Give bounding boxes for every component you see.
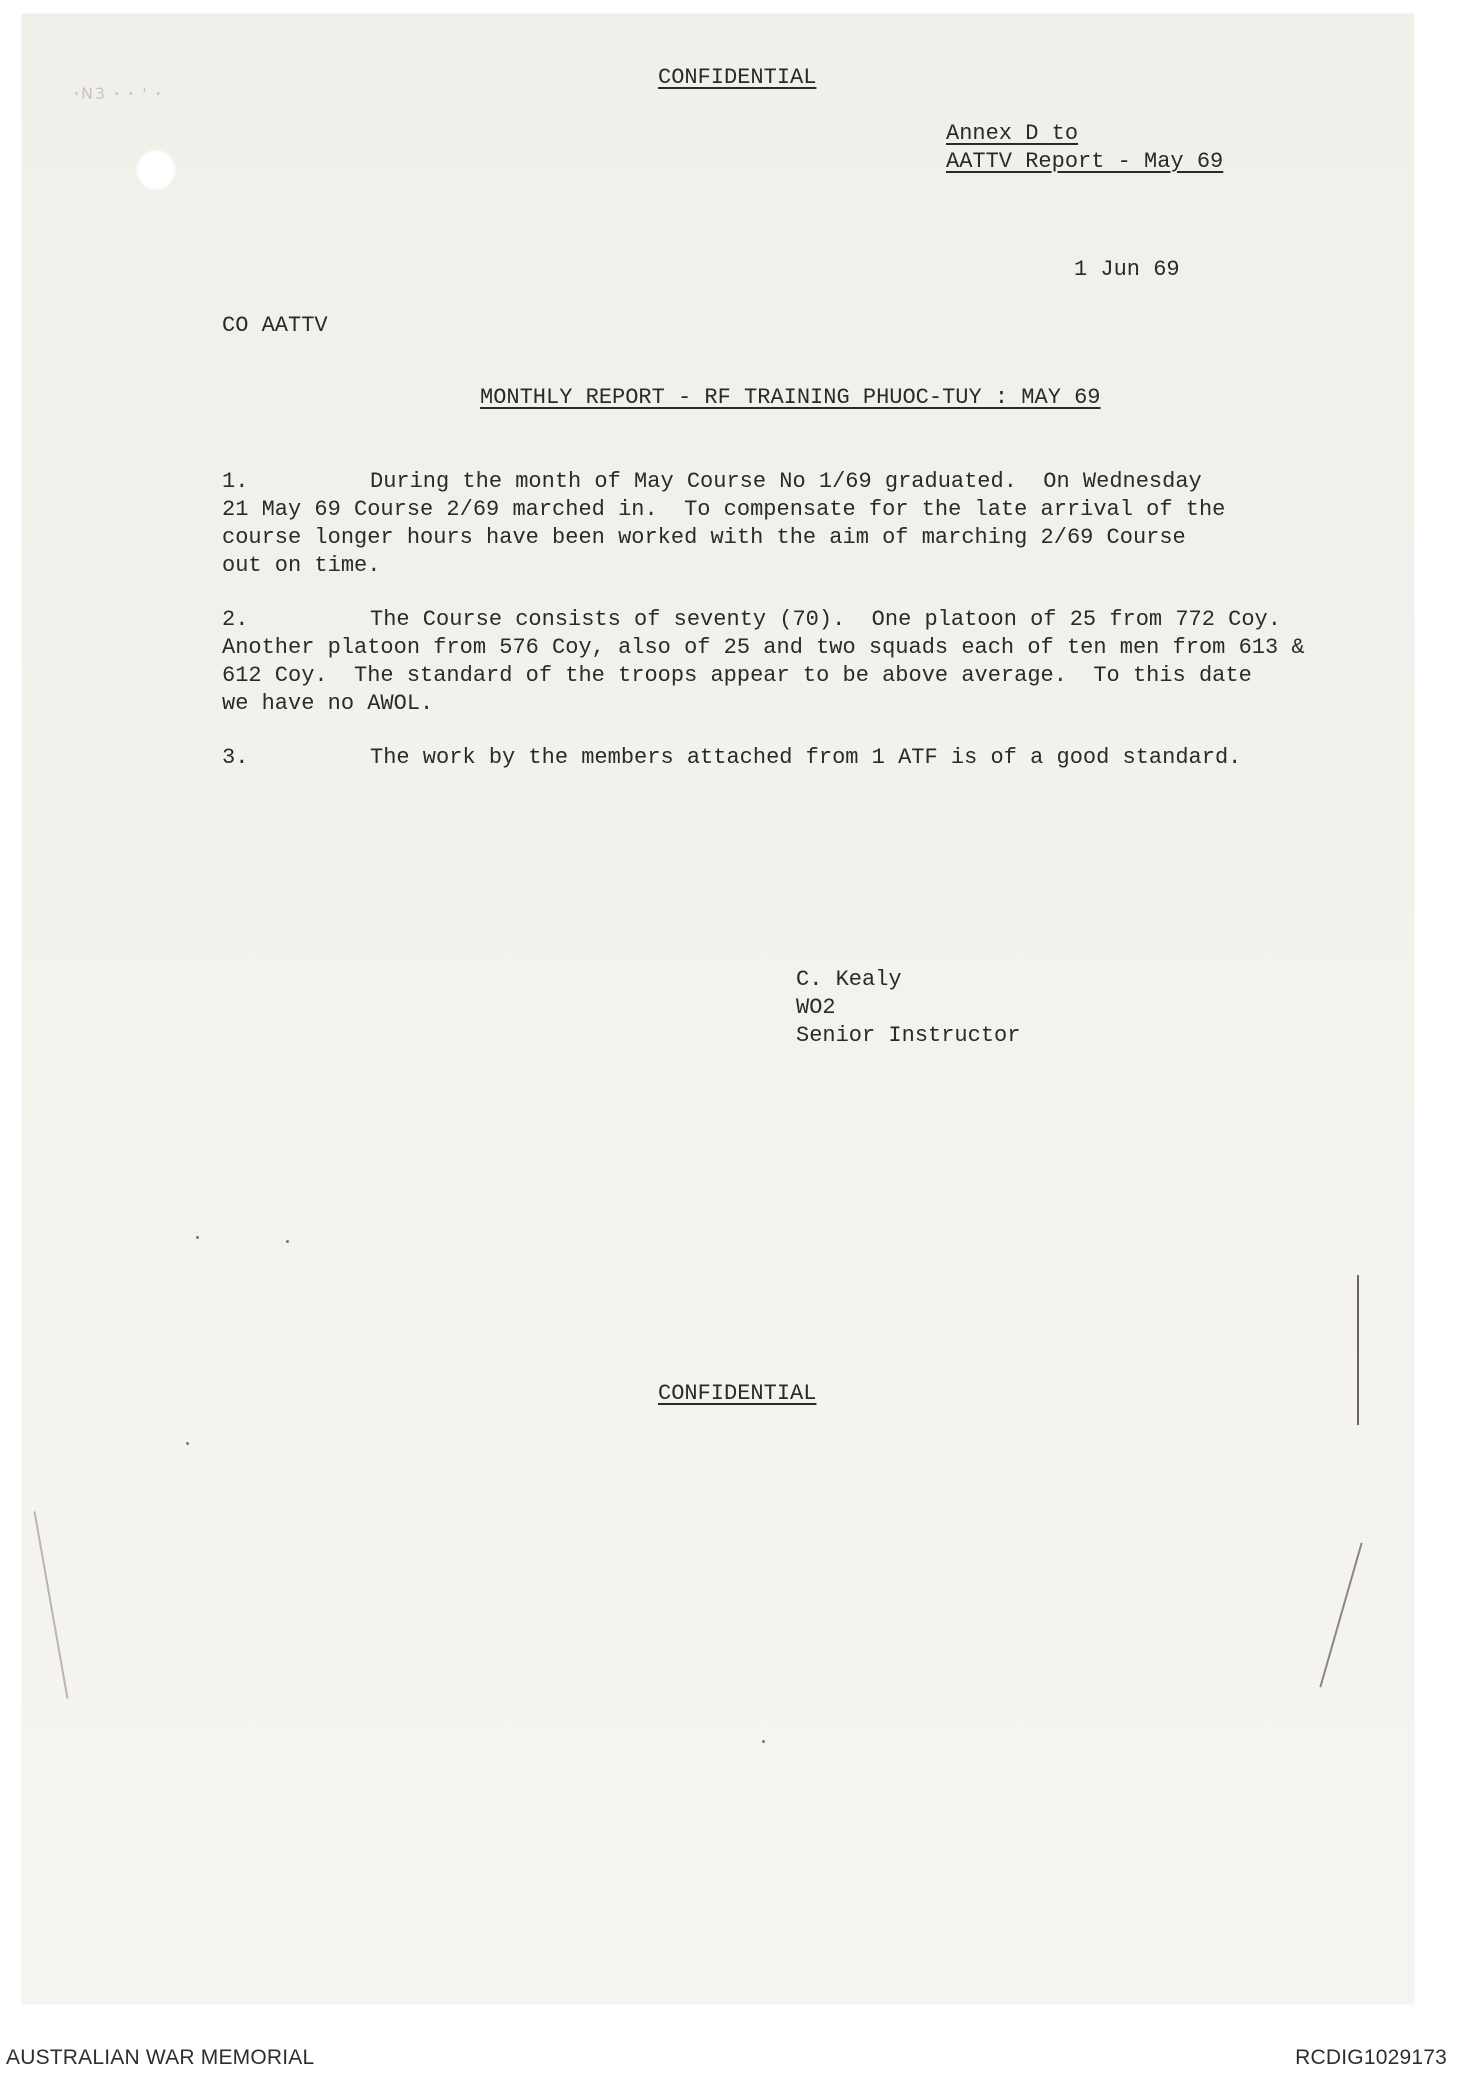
paragraph-line: 21 May 69 Course 2/69 marched in. To compensate for the late arrival of the bbox=[222, 497, 1226, 522]
punch-hole bbox=[136, 150, 176, 190]
speck bbox=[762, 1740, 765, 1743]
footer-record-id: RCDIG1029173 bbox=[1295, 2046, 1447, 2069]
speck bbox=[186, 1442, 189, 1445]
classification-bottom: CONFIDENTIAL bbox=[658, 1381, 817, 1406]
signature-name: C. Kealy bbox=[796, 967, 902, 992]
footer-institution: AUSTRALIAN WAR MEMORIAL bbox=[6, 2046, 315, 2069]
page-edge-mark bbox=[1357, 1275, 1359, 1425]
paragraph-line: we have no AWOL. bbox=[222, 691, 434, 716]
paragraph-line bbox=[222, 468, 1372, 496]
paragraph-number: 3. bbox=[222, 745, 249, 770]
handwritten-mark: ꞏN3 ꞏ ꞏ ' ꞏ bbox=[74, 84, 163, 103]
paragraph-text: The Course consists of seventy (70). One platoon of 25 from 772 Coy. bbox=[370, 607, 1281, 632]
paragraph-text: During the month of May Course No 1/69 graduated. On Wednesday bbox=[370, 469, 1202, 494]
annex-reference-line-2: AATTV Report - May 69 bbox=[946, 149, 1224, 174]
paragraph-line: out on time. bbox=[222, 553, 381, 578]
speck bbox=[196, 1236, 199, 1239]
paragraph-line: 612 Coy. The standard of the troops appear to be above average. To this date bbox=[222, 663, 1252, 688]
signature-title: Senior Instructor bbox=[796, 1023, 1021, 1048]
speck bbox=[286, 1240, 289, 1243]
addressee: CO AATTV bbox=[222, 313, 328, 338]
paragraph-line: course longer hours have been worked with the aim of marching 2/69 Course bbox=[222, 525, 1186, 550]
annex-reference-line-1: Annex D to bbox=[946, 121, 1079, 146]
paragraph-number: 2. bbox=[222, 607, 249, 632]
signature-rank: WO2 bbox=[796, 995, 836, 1020]
paragraph-text: The work by the members attached from 1 ATF is of a good standard. bbox=[370, 745, 1242, 770]
paragraph-line: Another platoon from 576 Coy, also of 25 and two squads each of ten men from 613 & bbox=[222, 635, 1305, 660]
paragraph-3 bbox=[222, 744, 1372, 772]
report-subject: MONTHLY REPORT - RF TRAINING PHUOC-TUY : MAY 69 bbox=[480, 385, 1101, 410]
paragraph-1 bbox=[222, 468, 1372, 580]
document-date: 1 Jun 69 bbox=[1074, 257, 1180, 282]
paragraph-line bbox=[222, 744, 1372, 772]
paragraph-line bbox=[222, 606, 1372, 634]
paragraph-number: 1. bbox=[222, 469, 249, 494]
classification-top: CONFIDENTIAL bbox=[658, 65, 817, 90]
paragraph-2 bbox=[222, 606, 1372, 718]
